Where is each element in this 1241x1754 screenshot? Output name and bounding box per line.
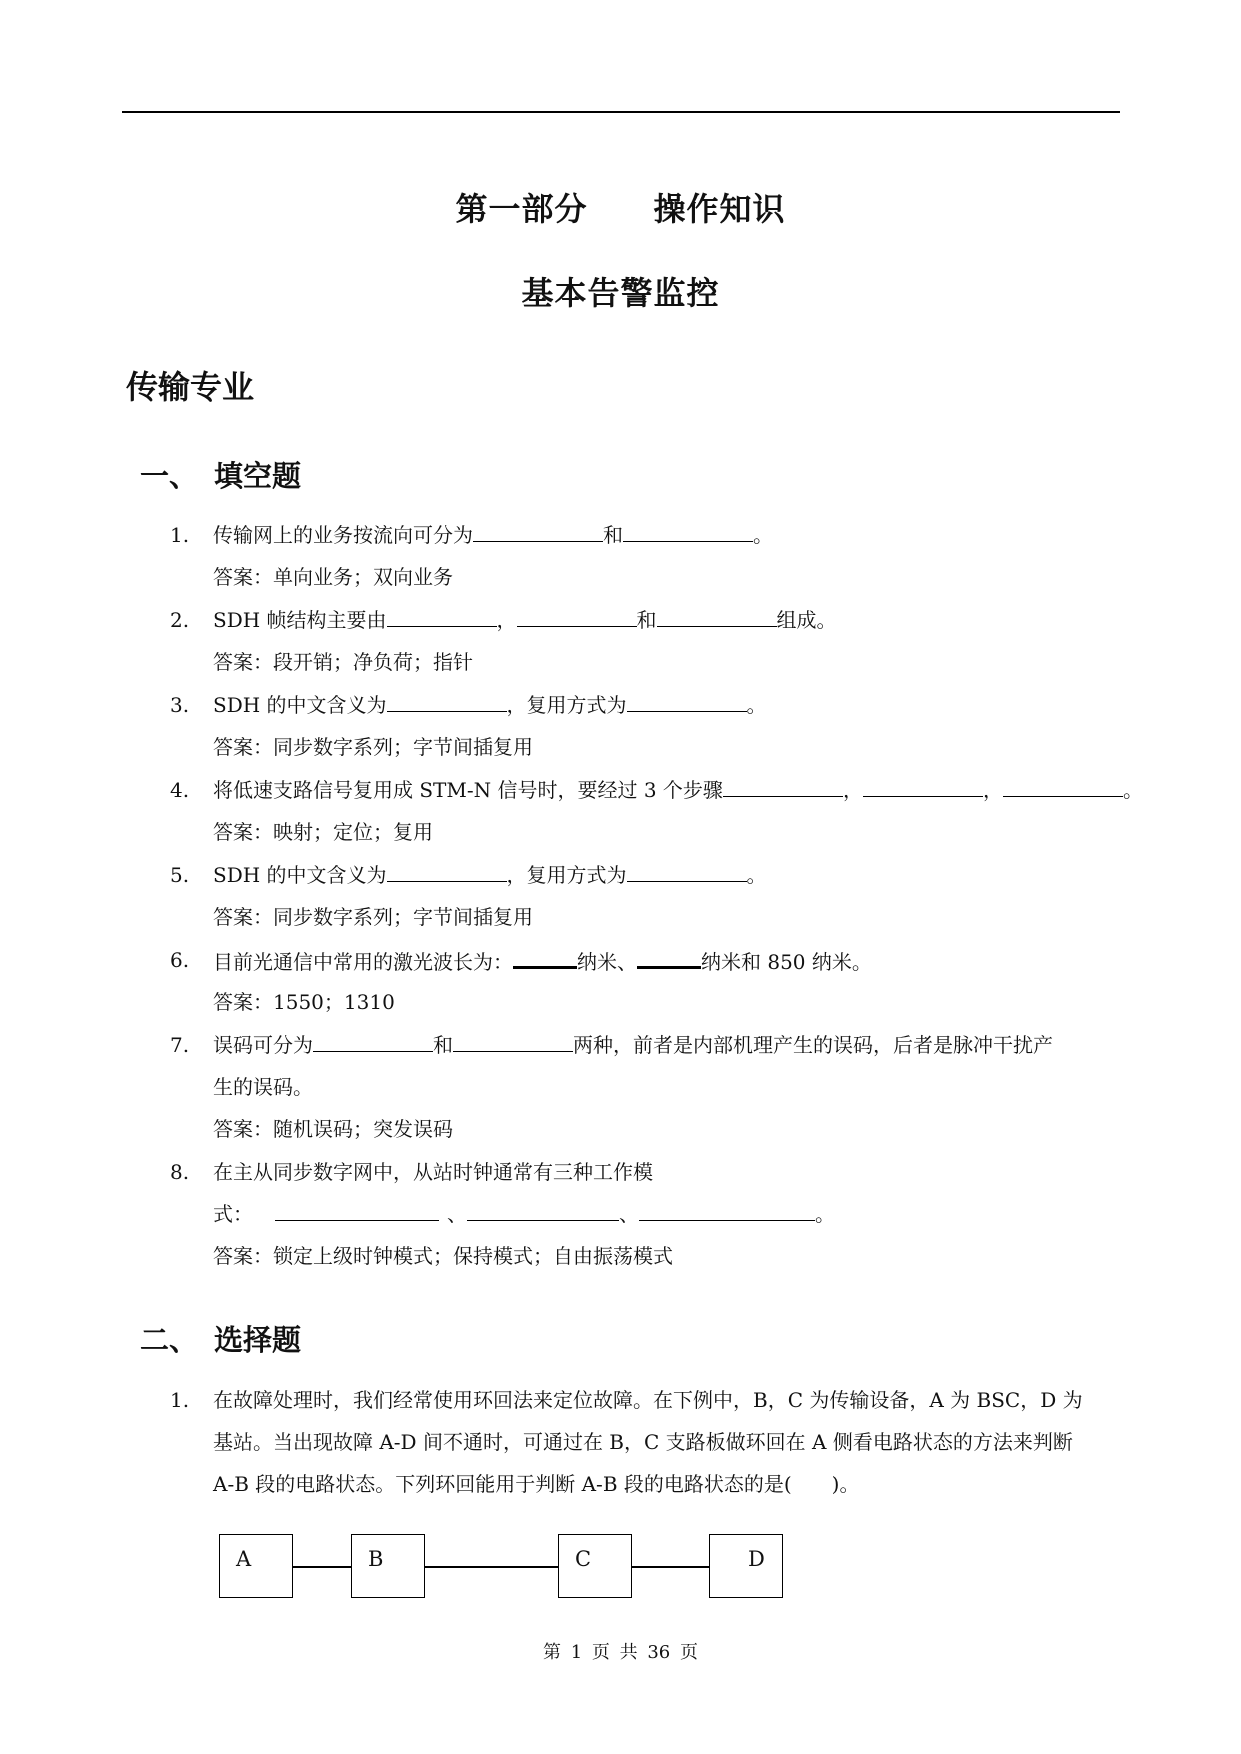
answer-blank bbox=[513, 946, 577, 969]
subtitle: 基本告警监控 bbox=[521, 274, 720, 312]
diagram-node-d: D bbox=[709, 1534, 783, 1598]
question-text-continued: A-B 段的电路状态。下列环回能用于判断 A-B 段的电路状态的是( )。 bbox=[213, 1472, 860, 1496]
answer-blank bbox=[623, 521, 753, 542]
question-number: 1. bbox=[170, 523, 190, 547]
question-text: 在主从同步数字网中，从站时钟通常有三种工作模 bbox=[213, 1160, 653, 1184]
answer-blank bbox=[863, 776, 983, 797]
answer-blank bbox=[387, 606, 497, 627]
question-text: SDH 的中文含义为 ，复用方式为 。 bbox=[213, 863, 767, 887]
question-text-continued: 生的误码。 bbox=[213, 1075, 313, 1099]
answer-text: 答案：随机误码；突发误码 bbox=[213, 1117, 453, 1141]
section-heading-multiple-choice bbox=[140, 1318, 301, 1359]
answer-blank bbox=[387, 861, 507, 882]
answer-text: 答案：段开销；净负荷；指针 bbox=[213, 650, 473, 674]
diagram-node-b: B bbox=[351, 1534, 425, 1598]
section-number: 二、 bbox=[140, 1323, 199, 1357]
answer-blank bbox=[637, 946, 701, 969]
diagram-link bbox=[632, 1566, 709, 1568]
answer-text: 答案：1550；1310 bbox=[213, 990, 395, 1014]
answer-blank bbox=[627, 691, 747, 712]
diagram-node-a: A bbox=[219, 1534, 293, 1598]
question-number: 6. bbox=[170, 948, 190, 972]
answer-text: 答案：同步数字系列；字节间插复用 bbox=[213, 905, 533, 929]
question-text: 在故障处理时，我们经常使用环回法来定位故障。在下例中，B，C 为传输设备，A 为 BSC，D 为 bbox=[213, 1388, 1083, 1412]
answer-blank bbox=[517, 606, 637, 627]
answer-blank bbox=[657, 606, 777, 627]
question-number: 2. bbox=[170, 608, 190, 632]
answer-text: 答案：锁定上级时钟模式；保持模式；自由振荡模式 bbox=[213, 1244, 673, 1268]
diagram-link bbox=[425, 1566, 558, 1568]
section-title: 填空题 bbox=[214, 459, 302, 493]
diagram-link bbox=[293, 1566, 351, 1568]
answer-text: 答案：映射；定位；复用 bbox=[213, 820, 433, 844]
answer-blank bbox=[313, 1031, 433, 1052]
answer-blank bbox=[467, 1200, 619, 1221]
question-text: 目前光通信中常用的激光波长为： 纳米、 纳米和 850 纳米。 bbox=[213, 946, 872, 976]
answer-text: 答案：单向业务；双向业务 bbox=[213, 565, 453, 589]
question-number: 1. bbox=[170, 1388, 190, 1412]
header-rule bbox=[122, 111, 1120, 113]
answer-blank bbox=[387, 691, 507, 712]
answer-blank bbox=[1003, 776, 1123, 797]
part-name: 操作知识 bbox=[653, 190, 786, 228]
question-text: 传输网上的业务按流向可分为 和 。 bbox=[213, 523, 773, 547]
answer-blank bbox=[627, 861, 747, 882]
answer-text: 答案：同步数字系列；字节间插复用 bbox=[213, 735, 533, 759]
question-number: 3. bbox=[170, 693, 190, 717]
section-title: 选择题 bbox=[214, 1323, 302, 1357]
question-number: 8. bbox=[170, 1160, 190, 1184]
question-number: 7. bbox=[170, 1033, 190, 1057]
question-number: 5. bbox=[170, 863, 190, 887]
question-text: 误码可分为 和 两种，前者是内部机理产生的误码，后者是脉冲干扰产 bbox=[213, 1033, 1053, 1057]
answer-blank bbox=[453, 1031, 573, 1052]
answer-blank bbox=[639, 1200, 815, 1221]
question-text: 将低速支路信号复用成 STM-N 信号时，要经过 3 个步骤 ， ， 。 bbox=[213, 778, 1143, 802]
answer-blank bbox=[723, 776, 843, 797]
answer-blank bbox=[275, 1200, 439, 1221]
question-text-continued: 基站。当出现故障 A-D 间不通时，可通过在 B，C 支路板做环回在 A 侧看电路状态的方法来判断 bbox=[213, 1430, 1073, 1454]
part-label: 第一部分 bbox=[455, 190, 588, 228]
answer-blank bbox=[473, 521, 603, 542]
major-heading: 传输专业 bbox=[126, 368, 255, 406]
question-number: 4. bbox=[170, 778, 190, 802]
question-text-continued: 式： 、 、 。 bbox=[213, 1202, 835, 1226]
section-number: 一、 bbox=[140, 459, 199, 493]
question-text: SDH 帧结构主要由 ， 和 组成。 bbox=[213, 608, 837, 632]
question-text: SDH 的中文含义为 ，复用方式为 。 bbox=[213, 693, 767, 717]
diagram-node-c: C bbox=[558, 1534, 632, 1598]
part-title bbox=[0, 184, 1241, 230]
page-footer: 第 1 页 共 36 页 bbox=[543, 1642, 698, 1663]
section-heading-fill-blank bbox=[140, 454, 301, 495]
